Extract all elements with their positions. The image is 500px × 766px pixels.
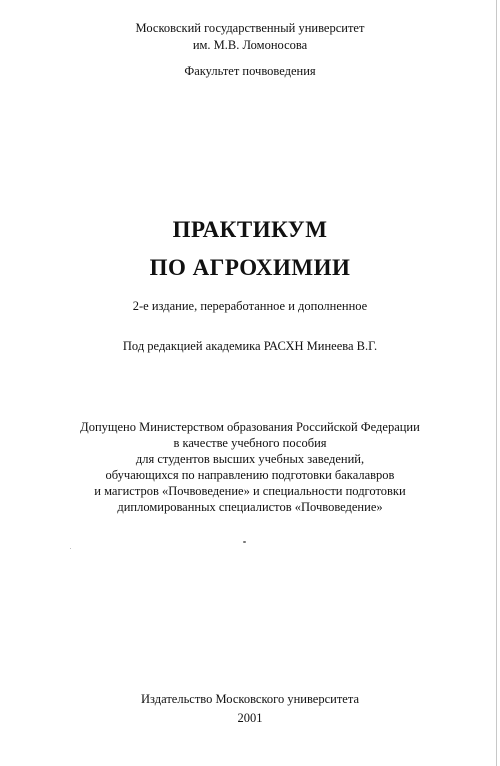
scan-speck: [70, 548, 71, 549]
editor-note: Под редакцией академика РАСХН Минеева В.Г.: [122, 339, 378, 353]
approval-line: обучающихся по направлению подготовки бакалавров: [105, 468, 395, 482]
faculty-name: Факультет почвоведения: [184, 64, 316, 78]
approval-line: в качестве учебного пособия: [173, 436, 327, 450]
university-name-line1: Московский государственный университет: [135, 21, 365, 35]
publication-year: 2001: [237, 711, 263, 725]
scan-speck: [243, 541, 246, 543]
book-title-line1: ПРАКТИКУМ: [172, 217, 328, 242]
approval-line: Допущено Министерством образования Российской Федерации: [80, 420, 420, 434]
page-edge: [496, 0, 497, 766]
edition-note: 2-е издание, переработанное и дополненное: [132, 299, 368, 313]
approval-line: для студентов высших учебных заведений,: [135, 452, 365, 466]
approval-line: и магистров «Почвоведение» и специальности подготовки: [94, 484, 406, 498]
publisher-name: Издательство Московского университета: [141, 692, 359, 706]
approval-line: дипломированных специалистов «Почвоведение»: [117, 500, 383, 514]
university-name-line2: им. М.В. Ломоносова: [192, 38, 308, 52]
book-title-line2: ПО АГРОХИМИИ: [149, 255, 351, 280]
